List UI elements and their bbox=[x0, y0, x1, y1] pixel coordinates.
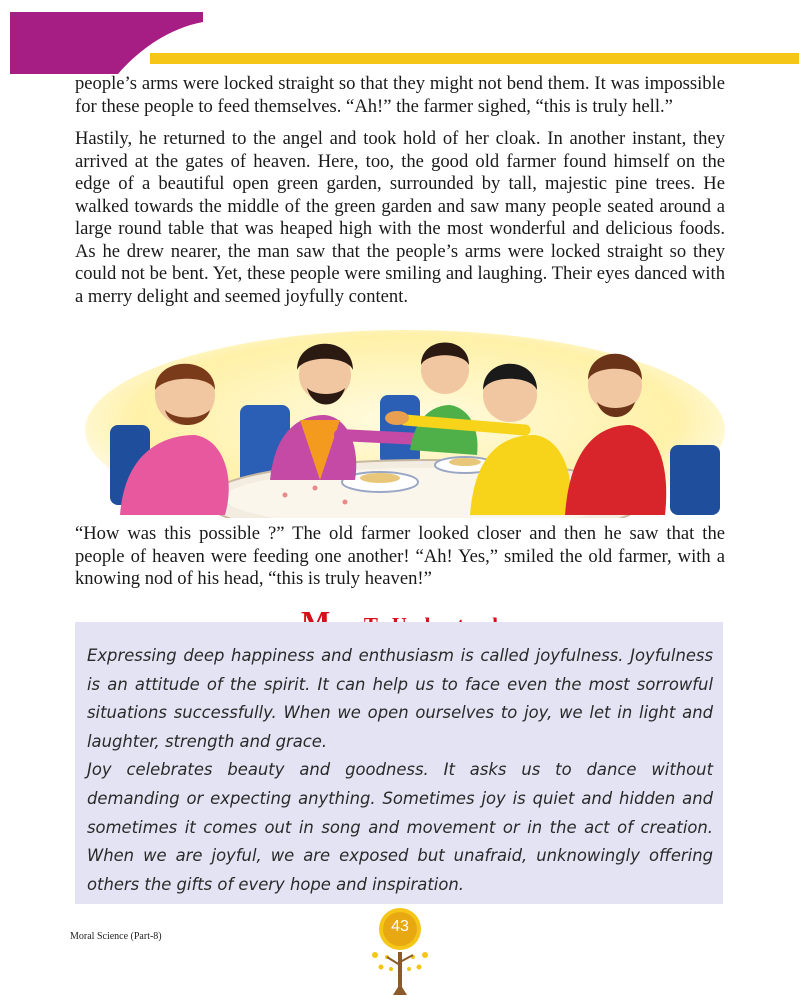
book-title: Moral Science (Part-8) bbox=[70, 931, 162, 942]
story-paragraph: people’s arms were locked straight so that they might not bend them. It was impossible for these people to feed themselves. “Ah!” the farmer sighed, “this is truly hell.” bbox=[75, 73, 725, 117]
story-text bbox=[75, 73, 725, 318]
page-number: 43 bbox=[391, 918, 409, 935]
story-paragraph: Hastily, he returned to the angel and took hold of her cloak. In another instant, they arrived at the gates of heaven. Here, too, the good old farmer found himself on the edge of a beautiful open green garden, surrounded by tall, majestic pine trees. He walked towards the middle of the green garden and saw many people seated around a large round table that was heaped high with the most wonderful and delicious foods. As he drew nearer, the man saw that the people’s arms were locked straight so they could not be bent. Yet, these people were smiling and laughing. Their eyes danced with a merry delight and seemed joyfully content. bbox=[75, 128, 725, 307]
box-paragraph: Expressing deep happiness and enthusiasm is called joyfulness. Joyfulness is an attitude of the spirit. It can help us to face even the most sorrowful situations successfully. When we open ourselves to joy, we let in light and laughter, strength and grace. bbox=[87, 646, 713, 751]
understand-box bbox=[75, 622, 723, 904]
story-paragraph: “How was this possible ?” The old farmer looked closer and then he saw that the people of heaven were feeding one another! “Ah! Yes,” smiled the old farmer, with a knowing nod of his head, “this is truly heaven!” bbox=[75, 523, 725, 589]
box-paragraph: Joy celebrates beauty and goodness. It asks us to dance without demanding or expecting anything. Sometimes joy is quiet and hidden and sometimes it comes out in song and movement or in the act of creation. When we are joyful, we are exposed but unafraid, unknowingly offering others the gifts of every hope and inspiration. bbox=[87, 760, 713, 894]
feast-illustration bbox=[85, 330, 725, 518]
header-banner bbox=[0, 0, 799, 80]
story-conclusion bbox=[75, 523, 725, 591]
